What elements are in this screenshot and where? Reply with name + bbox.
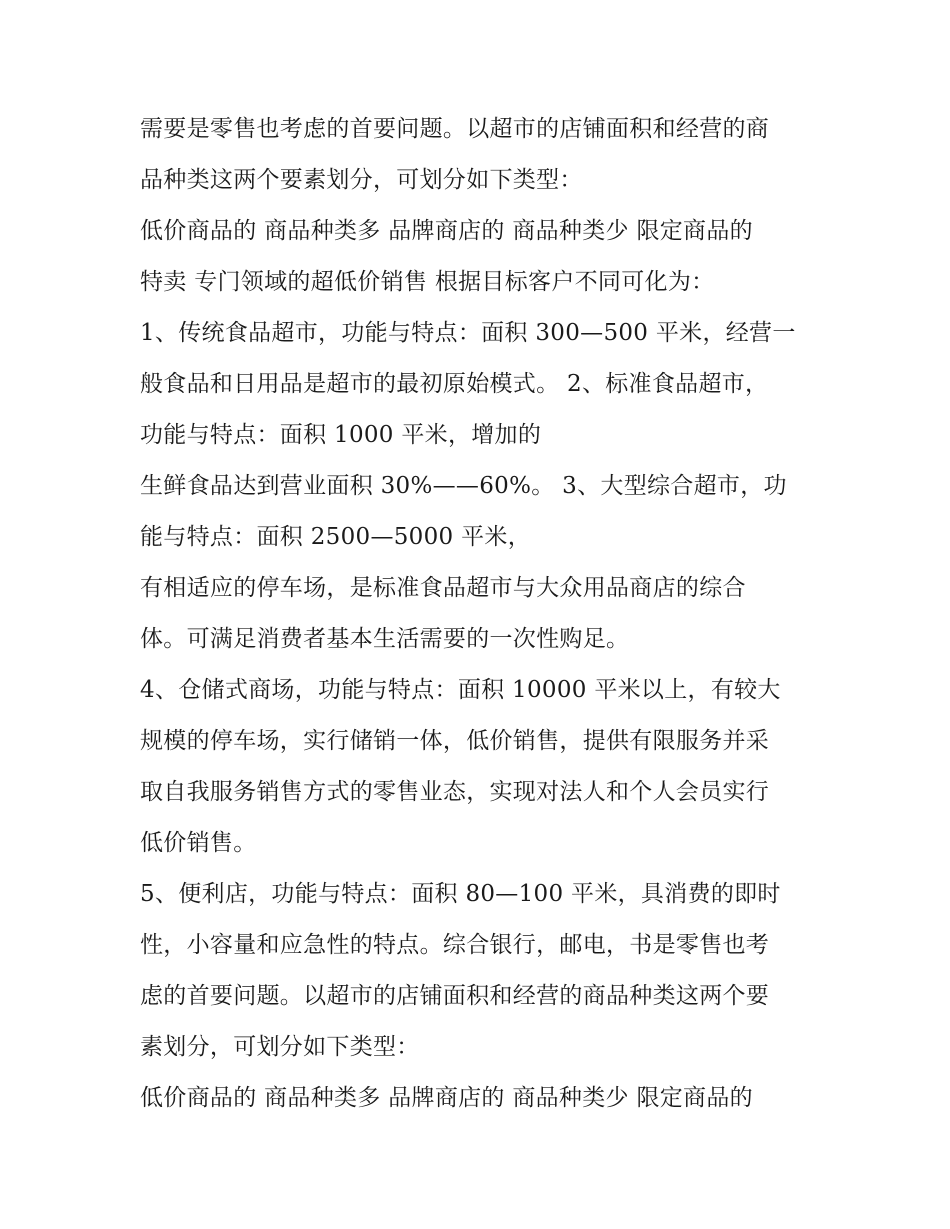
text-line: 低价销售。 xyxy=(140,830,257,856)
text-line: 功能与特点：面积 1000 平米，增加的 xyxy=(140,422,542,448)
text-line: 性，小容量和应急性的特点。综合银行，邮电，书是零售也考 xyxy=(140,932,770,958)
text-line: 品种类这两个要素划分，可划分如下类型： xyxy=(140,167,583,193)
text-line: 取自我服务销售方式的零售业态，实现对法人和个人会员实行 xyxy=(140,779,770,805)
text-line: 规模的停车场，实行储销一体，低价销售，提供有限服务并采 xyxy=(140,728,770,754)
text-line: 生鲜食品达到营业面积 30%——60%。 3、大型综合超市，功 xyxy=(140,473,787,499)
text-line: 1、传统食品超市，功能与特点：面积 300—500 平米，经营一 xyxy=(140,320,796,346)
text-line: 特卖 专门领域的超低价销售 根据目标客户不同可化为： xyxy=(140,269,715,295)
text-line: 需要是零售也考虑的首要问题。以超市的店铺面积和经营的商 xyxy=(140,116,770,142)
text-line: 虑的首要问题。以超市的店铺面积和经营的商品种类这两个要 xyxy=(140,983,770,1009)
text-line: 4、仓储式商场，功能与特点：面积 10000 平米以上，有较大 xyxy=(140,677,781,703)
text-line: 体。可满足消费者基本生活需要的一次性购足。 xyxy=(140,626,630,652)
text-line: 有相适应的停车场，是标准食品超市与大众用品商店的综合 xyxy=(140,575,746,601)
text-line: 能与特点：面积 2500—5000 平米， xyxy=(140,524,531,550)
text-line: 素划分，可划分如下类型： xyxy=(140,1034,420,1060)
document-body xyxy=(140,104,820,1124)
text-line: 低价商品的 商品种类多 品牌商店的 商品种类少 限定商品的 xyxy=(140,1085,753,1111)
text-line: 般食品和日用品是超市的最初原始模式。 2、标准食品超市， xyxy=(140,371,769,397)
text-line: 低价商品的 商品种类多 品牌商店的 商品种类少 限定商品的 xyxy=(140,218,753,244)
text-line: 5、便利店，功能与特点：面积 80—100 平米，具消费的即时 xyxy=(140,881,781,907)
